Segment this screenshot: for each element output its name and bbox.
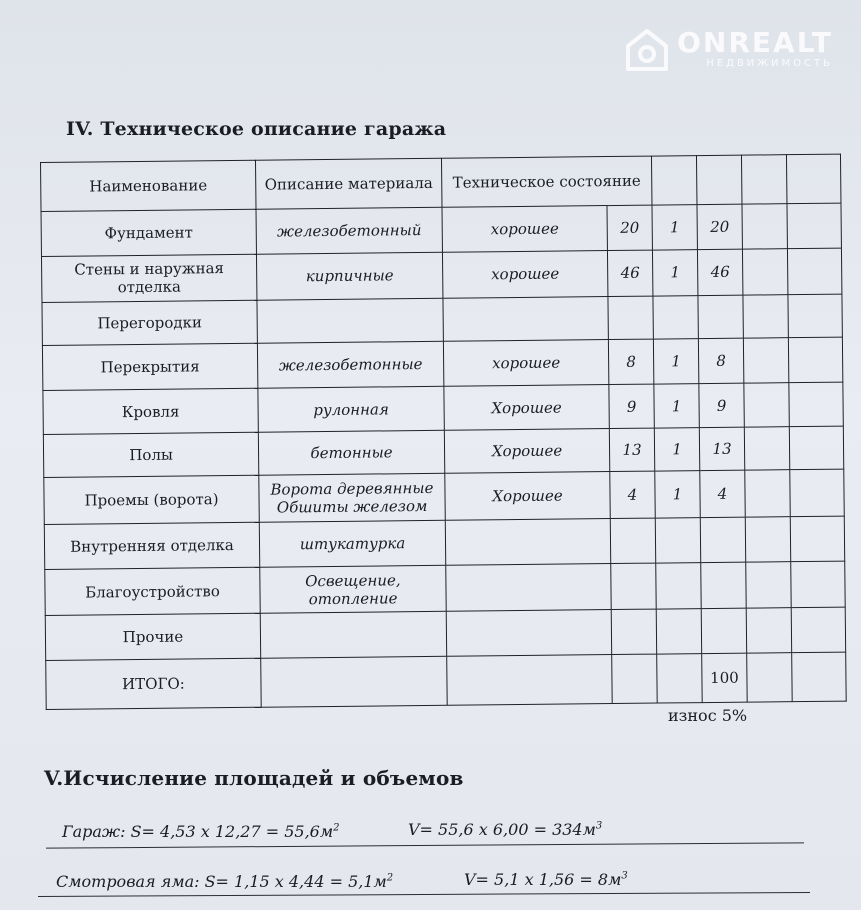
row-extra-2 — [790, 469, 844, 516]
row-value-1: 8 — [608, 339, 653, 384]
row-state: хорошее — [442, 250, 607, 298]
row-name: Перегородки — [42, 301, 257, 346]
total-empty-1 — [261, 656, 448, 707]
row-material: штукатурка — [259, 520, 445, 567]
row-name: Благоустройство — [45, 567, 260, 616]
row-extra-1 — [745, 470, 790, 517]
row-name: Стены и наружная отделка — [41, 254, 256, 303]
row-material: рулонная — [258, 386, 444, 433]
row-extra-2 — [791, 561, 845, 608]
row-extra-1 — [743, 295, 788, 338]
house-logo-icon — [625, 28, 669, 72]
row-extra-2 — [791, 607, 845, 652]
row-name: Фундамент — [41, 209, 256, 256]
wear-percent: износ 5% — [668, 706, 748, 725]
row-state: хорошее — [443, 340, 608, 386]
row-value-1: 4 — [610, 471, 655, 518]
row-value-3: 8 — [698, 338, 743, 383]
total-empty-2 — [447, 655, 613, 706]
technical-description-table — [40, 154, 847, 710]
total-empty-4 — [657, 654, 703, 703]
underline-1 — [46, 842, 804, 848]
row-extra-2 — [789, 382, 843, 427]
row-name: Полы — [43, 433, 258, 478]
row-value-3 — [700, 517, 745, 562]
row-value-2: 1 — [652, 249, 697, 296]
total-empty-5 — [747, 653, 793, 702]
row-material — [257, 299, 443, 344]
table-row — [44, 469, 844, 524]
row-extra-2 — [789, 427, 843, 470]
row-name: Прочие — [45, 614, 260, 661]
row-name: Перекрытия — [42, 343, 257, 390]
total-empty-3 — [612, 654, 658, 703]
row-material: бетонные — [258, 431, 444, 476]
row-value-1: 20 — [607, 205, 652, 250]
row-value-3: 13 — [699, 428, 744, 471]
header-name: Наименование — [41, 160, 256, 211]
row-material: железобетонный — [256, 207, 442, 254]
row-value-3 — [698, 295, 743, 338]
row-extra-1 — [742, 203, 787, 248]
row-value-2 — [653, 296, 698, 339]
row-value-3 — [701, 609, 746, 654]
total-empty-6 — [792, 652, 847, 701]
row-state: Хорошее — [444, 429, 609, 473]
underline-2 — [38, 892, 810, 897]
row-value-3: 4 — [700, 470, 745, 517]
row-value-1: 9 — [609, 384, 654, 429]
row-value-3 — [701, 562, 746, 609]
watermark-subtitle: НЕДВИЖИМОСТЬ — [706, 58, 833, 69]
row-extra-2 — [790, 516, 844, 561]
row-value-3: 46 — [697, 249, 742, 296]
row-state: Хорошее — [444, 384, 609, 430]
section-4-title: IV. Техническое описание гаража — [66, 118, 447, 140]
row-value-1 — [611, 609, 656, 654]
table-header-row — [41, 154, 841, 211]
row-material: кирпичные — [256, 252, 442, 301]
table-row — [41, 248, 841, 303]
row-value-2 — [656, 562, 701, 609]
header-state: Техническое состояние — [441, 156, 651, 207]
section-5-title: V.Исчисление площадей и объемов — [44, 766, 464, 790]
garage-area-formula: Гараж: S= 4,53 x $12,27 = 55,6м^2$ — [62, 822, 340, 841]
pit-volume-formula: V= 5,1 x $1,56 = 8м^3$ — [464, 870, 628, 889]
row-value-1: 46 — [607, 250, 652, 297]
row-value-1 — [608, 296, 653, 339]
table-row — [45, 561, 845, 616]
row-extra-1 — [745, 517, 790, 562]
row-value-3: 9 — [699, 383, 744, 428]
watermark — [625, 28, 833, 72]
row-extra-2 — [787, 248, 841, 295]
row-value-3: 20 — [697, 204, 742, 249]
row-extra-2 — [788, 294, 842, 337]
row-extra-1 — [742, 248, 787, 295]
row-extra-1 — [746, 608, 791, 653]
row-state — [445, 518, 610, 564]
row-value-2: 1 — [654, 383, 699, 428]
row-material: Освещение, отопление — [260, 565, 446, 614]
row-state — [443, 297, 608, 341]
row-value-2 — [655, 518, 700, 563]
garage-volume-formula: V= 55,6 x $6,00 = 334м^3$ — [408, 820, 603, 839]
row-value-1 — [610, 518, 655, 563]
total-label: ИТОГО: — [46, 658, 261, 709]
watermark-brand: ONREALT — [677, 26, 833, 59]
row-extra-1 — [746, 561, 791, 608]
total-row — [46, 652, 846, 709]
header-material: Описание материала — [255, 158, 442, 209]
row-name: Внутренняя отделка — [44, 522, 259, 569]
row-value-2: 1 — [653, 339, 698, 384]
row-extra-2 — [788, 337, 842, 382]
row-value-2: 1 — [652, 204, 697, 249]
row-material — [260, 612, 446, 659]
row-state — [446, 610, 611, 656]
row-value-2: 1 — [655, 471, 700, 518]
row-name: Кровля — [43, 388, 258, 435]
row-extra-1 — [744, 427, 789, 470]
row-value-2 — [656, 609, 701, 654]
row-state: хорошее — [442, 205, 607, 251]
row-value-1 — [611, 563, 656, 610]
row-material: железобетонные — [257, 341, 443, 388]
row-state — [446, 563, 611, 611]
row-extra-1 — [744, 382, 789, 427]
row-extra-1 — [743, 338, 788, 383]
row-state: Хорошее — [445, 472, 610, 520]
row-name: Проемы (ворота) — [44, 475, 259, 524]
row-value-2: 1 — [654, 428, 699, 471]
row-extra-2 — [787, 203, 841, 248]
row-value-1: 13 — [609, 429, 654, 472]
row-material: Ворота деревянные Обшиты железом — [259, 473, 445, 522]
pit-area-formula: Смотровая яма: S= 1,15 x $4,44 = 5,1м^2$ — [56, 872, 394, 891]
total-value: 100 — [702, 653, 748, 702]
